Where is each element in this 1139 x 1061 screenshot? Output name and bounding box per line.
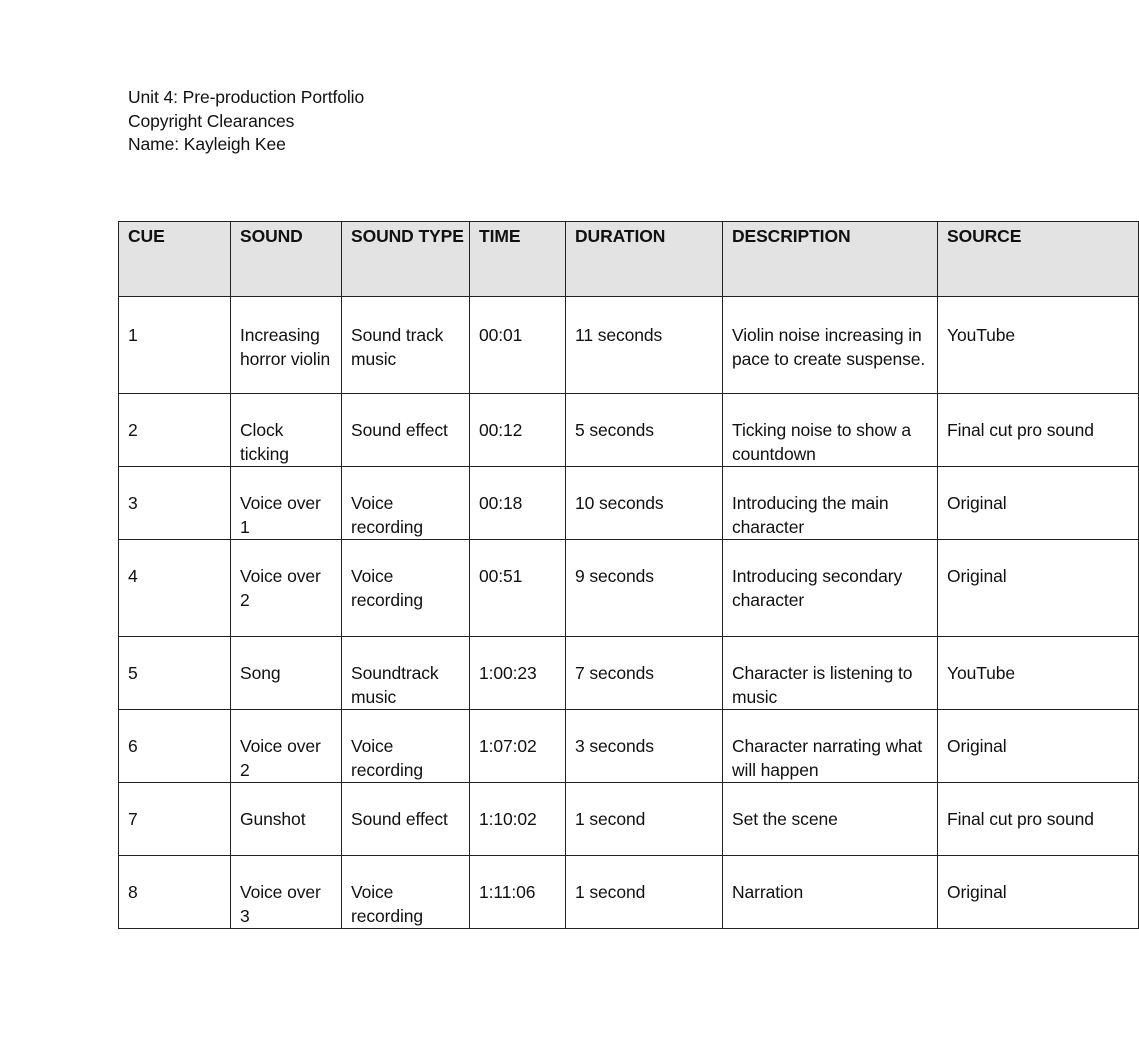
cue-cell: 4 — [119, 540, 231, 637]
column-header-cue: CUE — [119, 222, 231, 297]
description-cell: Introducing the main character — [723, 467, 938, 540]
duration-cell: 5 seconds — [566, 394, 723, 467]
sound-cell: Voice over 2 — [231, 710, 342, 783]
cue-cell: 3 — [119, 467, 231, 540]
table-row — [119, 394, 1139, 467]
time-cell: 00:18 — [470, 467, 566, 540]
table-row — [119, 710, 1139, 783]
source-cell: Original — [938, 856, 1139, 929]
time-cell: 1:07:02 — [470, 710, 566, 783]
time-cell: 1:00:23 — [470, 637, 566, 710]
description-cell: Violin noise increasing in pace to create suspense. — [723, 297, 938, 394]
sound-cell: Voice over 1 — [231, 467, 342, 540]
duration-cell: 1 second — [566, 783, 723, 856]
time-cell: 00:51 — [470, 540, 566, 637]
source-cell: Original — [938, 467, 1139, 540]
source-cell: Original — [938, 540, 1139, 637]
source-cell: YouTube — [938, 637, 1139, 710]
table-header-row — [119, 222, 1139, 297]
unit-title: Unit 4: Pre-production Portfolio — [128, 87, 365, 107]
sound-type-cell: Voice recording — [342, 856, 470, 929]
column-header-source: SOURCE — [938, 222, 1139, 297]
source-cell: Final cut pro sound — [938, 783, 1139, 856]
description-cell: Character narrating what will happen — [723, 710, 938, 783]
table-row — [119, 540, 1139, 637]
table-row — [119, 856, 1139, 929]
cue-cell: 6 — [119, 710, 231, 783]
column-header-description: DESCRIPTION — [723, 222, 938, 297]
column-header-sound: SOUND — [231, 222, 342, 297]
duration-cell: 1 second — [566, 856, 723, 929]
cue-cell: 1 — [119, 297, 231, 394]
cue-sheet-table — [118, 221, 1139, 929]
description-cell: Set the scene — [723, 783, 938, 856]
sound-type-cell: Voice recording — [342, 540, 470, 637]
sound-type-cell: Sound effect — [342, 394, 470, 467]
source-cell: YouTube — [938, 297, 1139, 394]
description-cell: Ticking noise to show a countdown — [723, 394, 938, 467]
duration-cell: 10 seconds — [566, 467, 723, 540]
column-header-sound-type: SOUND TYPE — [342, 222, 470, 297]
table-row — [119, 467, 1139, 540]
description-cell: Introducing secondary character — [723, 540, 938, 637]
table-row — [119, 637, 1139, 710]
sound-cell: Voice over 2 — [231, 540, 342, 637]
sound-cell: Gunshot — [231, 783, 342, 856]
source-cell: Final cut pro sound — [938, 394, 1139, 467]
sound-cell: Voice over 3 — [231, 856, 342, 929]
table-row — [119, 783, 1139, 856]
source-cell: Original — [938, 710, 1139, 783]
column-header-time: TIME — [470, 222, 566, 297]
sound-cell: Clock ticking — [231, 394, 342, 467]
sound-cell: Song — [231, 637, 342, 710]
sound-type-cell: Voice recording — [342, 467, 470, 540]
cue-cell: 7 — [119, 783, 231, 856]
time-cell: 00:12 — [470, 394, 566, 467]
sound-cell: Increasing horror violin — [231, 297, 342, 394]
cue-cell: 5 — [119, 637, 231, 710]
sound-type-cell: Soundtrack music — [342, 637, 470, 710]
sound-type-cell: Sound effect — [342, 783, 470, 856]
document-header — [128, 86, 364, 157]
author-name: Name: Kayleigh Kee — [128, 134, 286, 154]
table-row — [119, 297, 1139, 394]
duration-cell: 7 seconds — [566, 637, 723, 710]
document-subtitle: Copyright Clearances — [128, 110, 295, 131]
sound-type-cell: Voice recording — [342, 710, 470, 783]
duration-cell: 11 seconds — [566, 297, 723, 394]
duration-cell: 9 seconds — [566, 540, 723, 637]
cue-sheet-table-container — [118, 221, 1094, 926]
column-header-duration: DURATION — [566, 222, 723, 297]
duration-cell: 3 seconds — [566, 710, 723, 783]
time-cell: 1:10:02 — [470, 783, 566, 856]
description-cell: Narration — [723, 856, 938, 929]
cue-cell: 8 — [119, 856, 231, 929]
time-cell: 00:01 — [470, 297, 566, 394]
sound-type-cell: Sound track music — [342, 297, 470, 394]
cue-cell: 2 — [119, 394, 231, 467]
description-cell: Character is listening to music — [723, 637, 938, 710]
time-cell: 1:11:06 — [470, 856, 566, 929]
